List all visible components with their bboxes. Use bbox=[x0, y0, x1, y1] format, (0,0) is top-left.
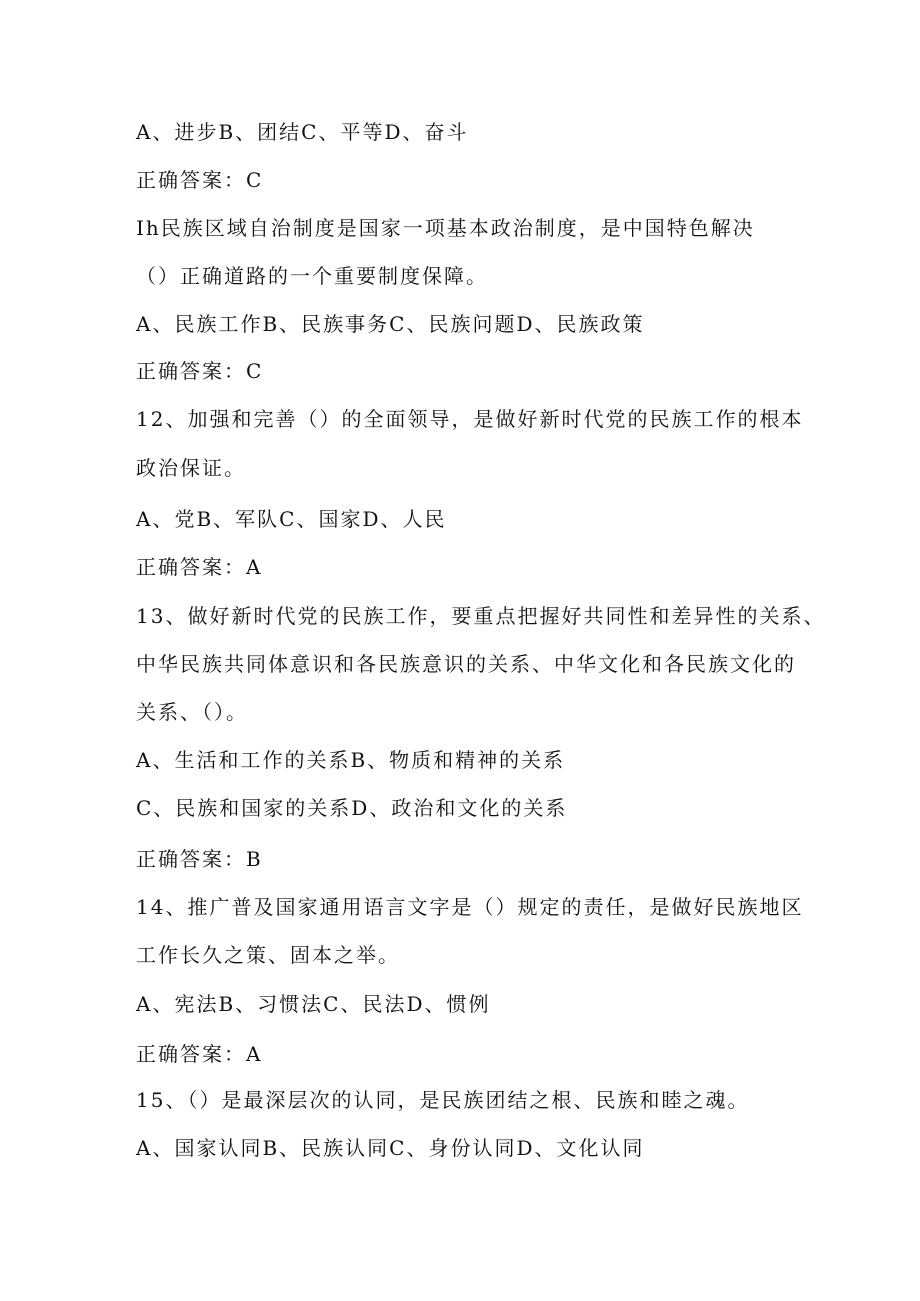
q13-options-line-1: A、生活和工作的关系B、物质和精神的关系 bbox=[136, 748, 566, 772]
q11-options: A、民族工作B、民族事务C、民族问题D、民族政策 bbox=[136, 312, 645, 336]
q13-answer: 正确答案：B bbox=[136, 847, 263, 871]
q12-answer: 正确答案：A bbox=[136, 555, 263, 579]
q14-question-line-2: 工作长久之策、固本之举。 bbox=[136, 943, 400, 967]
q15-question: 15、（）是最深层次的认同，是民族团结之根、民族和睦之魂。 bbox=[136, 1088, 750, 1112]
q10-options: A、进步B、团结C、平等D、奋斗 bbox=[136, 120, 469, 144]
q11-question-line-1: Ih民族区域自治制度是国家一项基本政治制度，是中国特色解决 bbox=[136, 216, 755, 240]
q10-answer: 正确答案：C bbox=[136, 168, 264, 192]
q14-answer: 正确答案：A bbox=[136, 1042, 263, 1066]
q14-options: A、宪法B、习惯法C、民法D、惯例 bbox=[136, 992, 491, 1016]
q11-question-line-2: （）正确道路的一个重要制度保障。 bbox=[136, 264, 488, 288]
q12-question-line-2: 政治保证。 bbox=[136, 456, 246, 480]
q11-answer: 正确答案：C bbox=[136, 359, 264, 383]
q13-question-line-2: 中华民族共同体意识和各民族意识的关系、中华文化和各民族文化的 bbox=[136, 652, 796, 676]
q12-question-line-1: 12、加强和完善（）的全面领导，是做好新时代党的民族工作的根本 bbox=[136, 407, 804, 431]
q15-options: A、国家认同B、民族认同C、身份认同D、文化认同 bbox=[136, 1136, 645, 1160]
q13-question-line-3: 关系、（）。 bbox=[136, 700, 248, 724]
q13-options-line-2: C、民族和国家的关系D、政治和文化的关系 bbox=[136, 796, 568, 820]
q14-question-line-1: 14、推广普及国家通用语言文字是（）规定的责任，是做好民族地区 bbox=[136, 895, 804, 919]
q13-question-line-1: 13、做好新时代党的民族工作，要重点把握好共同性和差异性的关系、 bbox=[136, 604, 826, 628]
q12-options: A、党B、军队C、国家D、人民 bbox=[136, 507, 447, 531]
